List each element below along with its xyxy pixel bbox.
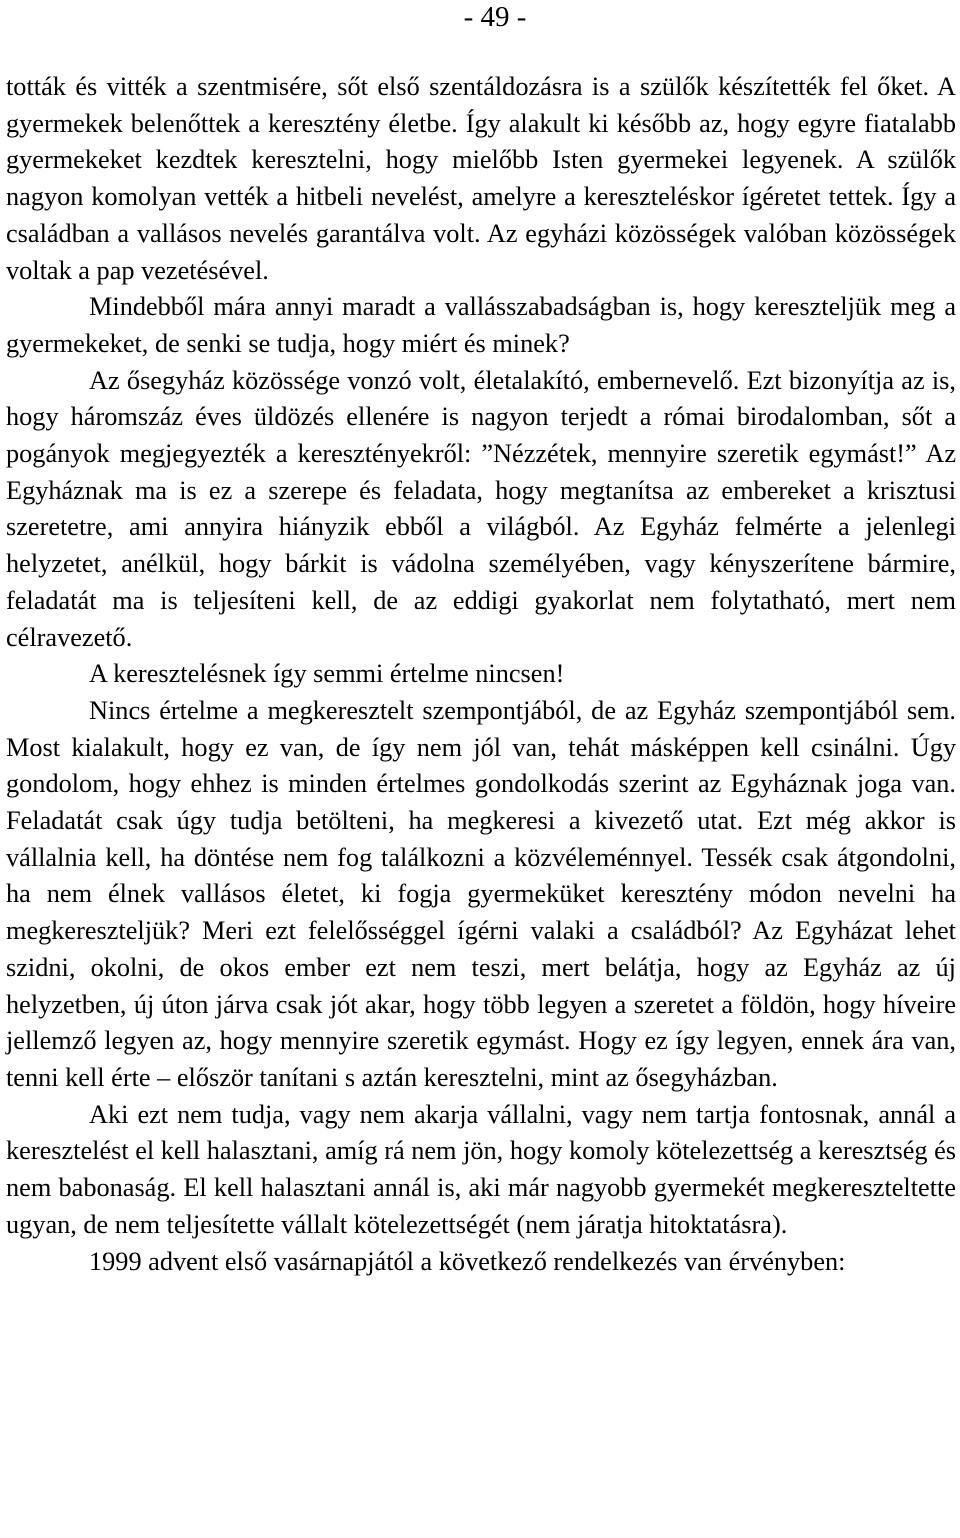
page-number xyxy=(0,0,960,34)
paragraph: Mindebből mára annyi maradt a vallásszabadságban is, hogy kereszteljük meg a gyermekeket, de senki se tudja, hogy miért és minek? xyxy=(6,292,956,358)
paragraph: Az ősegyház közössége vonzó volt, életalakító, embernevelő. Ezt bizonyítja az is, hogy háromszáz éves üldözés ellenére is nagyon terjedt a római birodalomban, sőt a pogányok megjegyezték a keresztényekről: ”Nézzétek, mennyire szeretik egymást!” Az Egyháznak ma is ez a szerepe és feladata, hogy megtanítsa az embereket a krisztusi szeretetre, ami annyira hiányzik ebből a világból. Az Egyház felmérte a jelenlegi helyzetet, anélkül, hogy bárkit is vádolna személyében, vagy kényszerítene bármire, feladatát ma is teljesíteni kell, de az eddigi gyakorlat nem folytatható, mert nem célravezető. xyxy=(6,365,956,652)
paragraph: 1999 advent első vasárnapjától a következő rendelkezés van érvényben: xyxy=(89,1246,846,1276)
paragraph: Nincs értelme a megkeresztelt szempontjából, de az Egyház szempontjából sem. Most kialakult, hogy ez van, de így nem jól van, tehát másképpen kell csinálni. Úgy gondolom, hogy ehhez is minden értelmes gondolkodás szerint az Egyháznak joga van. Feladatát csak úgy tudja betölteni, ha megkeresi a kivezető utat. Ezt még akkor is vállalnia kell, ha döntése nem fog találkozni a közvéleménnyel. Tessék csak átgondolni, ha nem élnek vallásos életet, ki fogja gyermeküket keresztény módon nevelni ha megkereszteljük? Meri ezt felelősséggel ígérni valaki a családból? Az Egyházat lehet szidni, okolni, de okos ember ezt nem teszi, mert belátja, hogy az Egyház az új helyzetben, új úton járva csak jót akar, hogy több legyen a szeretet a földön, hogy híveire jellemző legyen az, hogy mennyire szeretik egymást. Hogy ez így legyen, ennek ára van, tenni kell érte – először tanítani s aztán keresztelni, mint az ősegyházban. xyxy=(6,695,956,1092)
page-number-text: - 49 - xyxy=(463,1,527,33)
document-body xyxy=(6,69,956,1280)
paragraph: tották és vitték a szentmisére, sőt első szentáldozásra is a szülők készítették fel őket. A gyermekek belenőttek a keresztény életbe. Így alakult ki később az, hogy egyre fiatalabb gyermekeket kezdtek keresztelni, hogy mielőbb Isten gyermekei legyenek. A szülők nagyon komolyan vették a hitbeli nevelést, amelyre a kereszteléskor ígéretet tettek. Így a családban a vallásos nevelés garantálva volt. Az egyházi közösségek valóban közösségek voltak a pap vezetésével. xyxy=(6,72,956,285)
paragraph: Aki ezt nem tudja, vagy nem akarja vállalni, vagy nem tartja fontosnak, annál a keresztelést el kell halasztani, amíg rá nem jön, hogy komoly kötelezettség a keresztség és nem babonaság. El kell halasztani annál is, aki már nagyobb gyermekét megkereszteltette ugyan, de nem teljesítette vállalt kötelezettségét (nem járatja hitoktatásra). xyxy=(6,1099,957,1239)
paragraph: A keresztelésnek így semmi értelme nincsen! xyxy=(89,659,565,689)
